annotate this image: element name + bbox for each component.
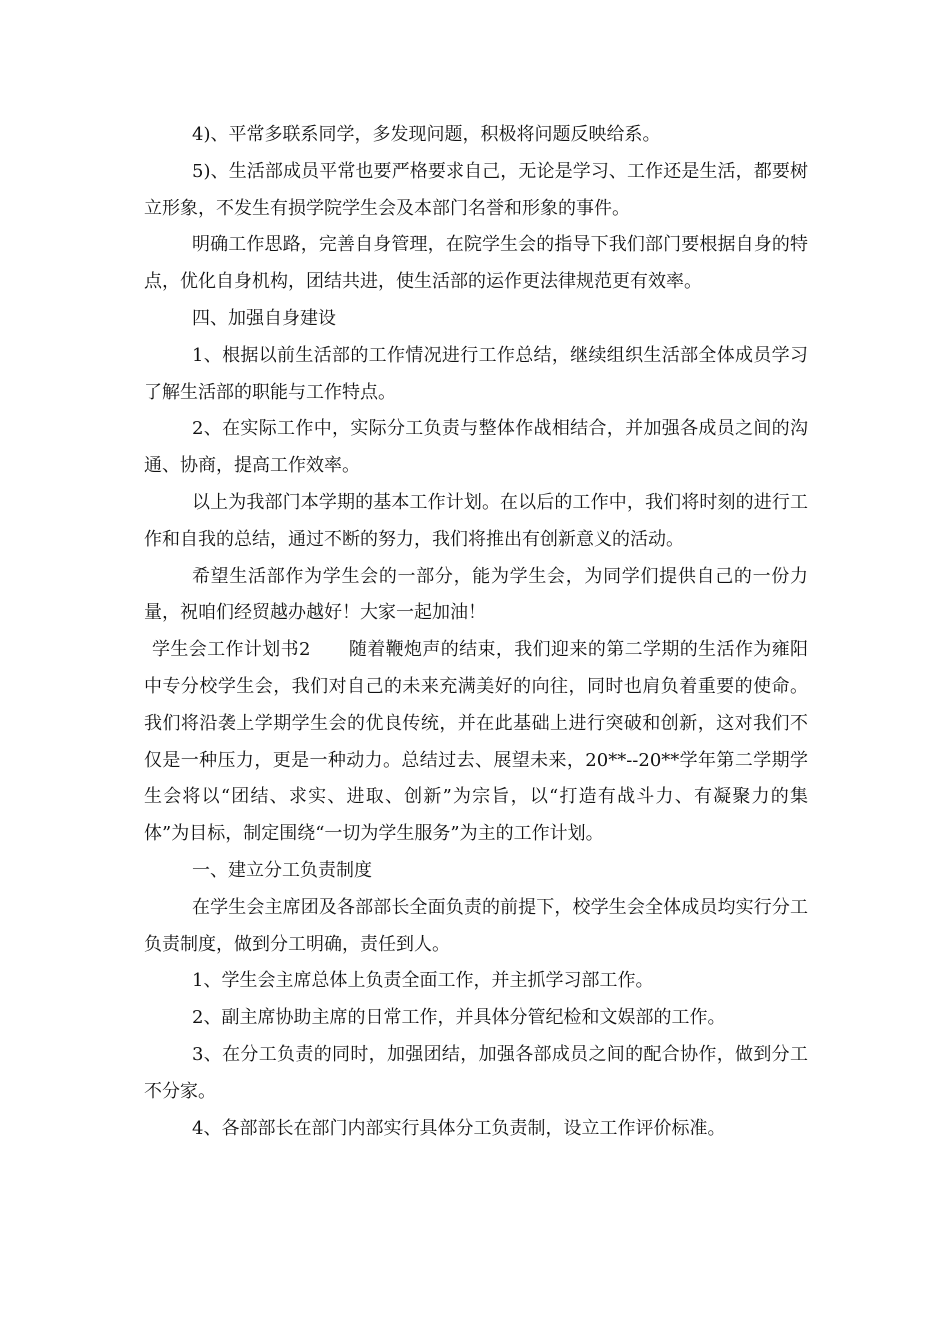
paragraph: 1、学生会主席总体上负责全面工作，并主抓学习部工作。 xyxy=(192,970,654,992)
paragraph: 在学生会主席团及各部部长全面负责的前提下，校学生会全体成员均实行分工负责制度，做到分工明确，责任到人。 xyxy=(144,896,808,955)
document-body xyxy=(144,117,808,1147)
paragraph: 1、根据以前生活部的工作情况进行工作总结，继续组织生活部全体成员学习了解生活部的职能与工作特点。 xyxy=(144,344,808,403)
section-title: 学生会工作计划书2 xyxy=(152,639,311,661)
paragraph: 以上为我部门本学期的基本工作计划。在以后的工作中，我们将时刻的进行工作和自我的总结，通过不断的努力，我们将推出有创新意义的活动。 xyxy=(144,491,808,550)
paragraph: 2、在实际工作中，实际分工负责与整体作战相结合，并加强各成员之间的沟通、协商，提高工作效率。 xyxy=(144,418,808,477)
section-heading: 一、建立分工负责制度 xyxy=(192,859,372,881)
paragraph: 4)、平常多联系同学，多发现问题，积极将问题反映给系。 xyxy=(192,124,661,145)
paragraph: 2、副主席协助主席的日常工作，并具体分管纪检和文娱部的工作。 xyxy=(192,1007,726,1029)
paragraph: 3、在分工负责的同时，加强团结，加强各部成员之间的配合协作，做到分工不分家。 xyxy=(144,1043,808,1102)
section-intro-paragraph xyxy=(144,632,808,853)
section-intro: 随着鞭炮声的结束，我们迎来的第二学期的生活作为雍阳中专分校学生会，我们对自己的未来充满美好的向往，同时也肩负着重要的使命。我们将沿袭上学期学生会的优良传统，并在此基础上进行突破和创新，这对我们不仅是一种压力，更是一种动力。总结过去、展望未来，20**--20**学年第二学期学生会将以“团结、求实、进取、创新”为宗旨，以“打造有战斗力、有凝聚力的集体”为目标，制定围绕“一切为学生服务”为主的工作计划。 xyxy=(144,639,809,845)
paragraph: 明确工作思路，完善自身管理，在院学生会的指导下我们部门要根据自身的特点，优化自身机构，团结共进，使生活部的运作更法律规范更有效率。 xyxy=(144,234,808,293)
section-heading: 四、加强自身建设 xyxy=(192,307,336,329)
paragraph: 希望生活部作为学生会的一部分，能为学生会，为同学们提供自己的一份力量，祝咱们经贸越办越好！大家一起加油！ xyxy=(144,565,808,624)
paragraph: 4、各部部长在部门内部实行具体分工负责制，设立工作评价标准。 xyxy=(192,1117,726,1139)
paragraph: 5)、生活部成员平常也要严格要求自己，无论是学习、工作还是生活，都要树立形象，不发生有损学院学生会及本部门名誉和形象的事件。 xyxy=(144,160,808,219)
